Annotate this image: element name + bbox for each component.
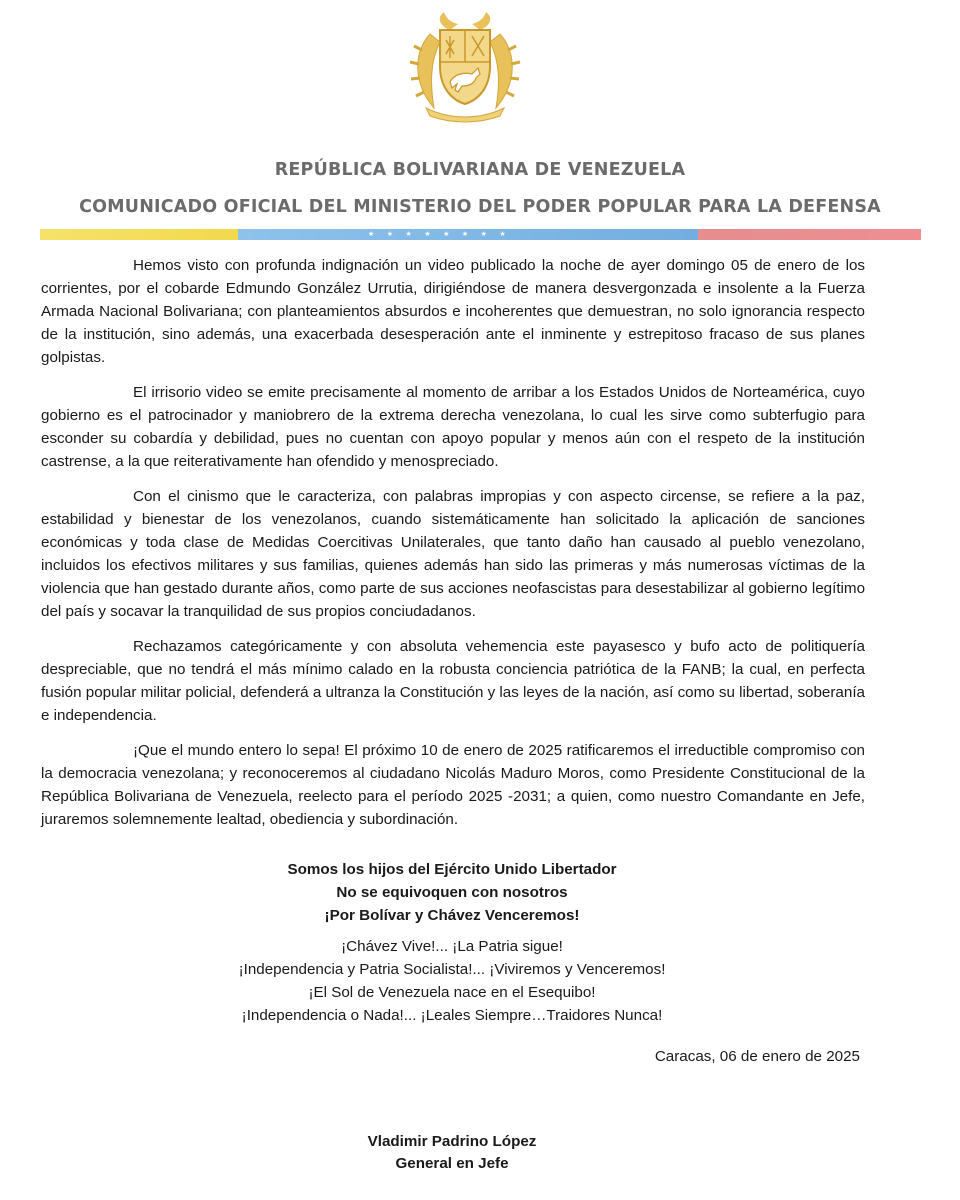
motto-line-3: ¡Por Bolívar y Chávez Venceremos!	[324, 907, 580, 924]
slogan-line-4: ¡Independencia o Nada!... ¡Leales Siempre…Traidores Nunca!	[241, 1007, 663, 1024]
closing-motto	[0, 858, 904, 927]
signature-block	[0, 1131, 904, 1175]
motto-line-2: No se equivoquen con nosotros	[336, 884, 568, 901]
body-paragraph-3: Con el cinismo que le caracteriza, con palabras impropias y con aspecto circense, se refiere a la paz, estabilidad y bienestar de los venezolanos, cuando sistemáticamente han solicitado la aplicación de sanciones económicas y toda clase de Medidas Coercitivas Unilaterales, que tanto daño han causado al pueblo venezolano, incluidos los efectivos militares y sus familias, quienes además han sido las primeras y más numerosas víctimas de la violencia que han gestado durante años, como parte de sus acciones neofascistas para desestabilizar al gobierno legítimo del país y socavar la tranquilidad de sus propios conciudadanos.	[41, 488, 866, 620]
communique-body	[41, 254, 865, 843]
dateline: Caracas, 06 de enero de 2025	[654, 1048, 860, 1065]
flag-blue-stripe	[238, 229, 698, 240]
body-paragraph-4: Rechazamos categóricamente y con absoluta vehemencia este payasesco y bufo acto de politiquería despreciable, que no tendrá el más mínimo calado en la robusta conciencia patriótica de la FANB; la cual, en perfecta fusión popular militar policial, defenderá a ultranza la Constitución y las leyes de la nación, así como su libertad, soberanía e independencia.	[41, 638, 865, 724]
motto-line-1: Somos los hijos del Ejército Unido Libertador	[287, 861, 617, 878]
country-heading: REPÚBLICA BOLIVARIANA DE VENEZUELA	[274, 160, 686, 180]
flag-red-stripe	[698, 229, 921, 240]
slogan-line-1: ¡Chávez Vive!... ¡La Patria sigue!	[341, 938, 563, 955]
communique-title: COMUNICADO OFICIAL DEL MINISTERIO DEL PODER POPULAR PARA LA DEFENSA	[79, 197, 881, 217]
body-paragraph-1: Hemos visto con profunda indignación un video publicado la noche de ayer domingo 05 de enero de los corrientes, por el cobarde Edmundo González Urrutia, dirigiéndose de manera desvergonzada e insolente a la Fuerza Armada Nacional Bolivariana; con planteamientos absurdos e incoherentes que demuestran, no solo ignorancia respecto de la institución, sino además, una exacerbada desesperación ante el inminente y estrepitoso fracaso de sus planes golpistas.	[41, 257, 865, 366]
flag-color-bar	[40, 229, 921, 240]
slogans	[0, 935, 904, 1027]
flag-yellow-stripe	[40, 229, 238, 240]
coat-of-arms-icon	[400, 4, 530, 126]
slogan-line-2: ¡Independencia y Patria Socialista!... ¡Viviremos y Venceremos!	[238, 961, 666, 978]
stars-icon: ★★★★★★★★	[368, 231, 519, 238]
signatory-title: General en Jefe	[395, 1155, 509, 1172]
slogan-line-3: ¡El Sol de Venezuela nace en el Esequibo!	[308, 984, 596, 1001]
body-paragraph-5: ¡Que el mundo entero lo sepa! El próximo 10 de enero de 2025 ratificaremos el irreductible compromiso con la democracia venezolana; y reconoceremos al ciudadano Nicolás Maduro Moros, como Presidente Constitucional de la República Bolivariana de Venezuela, reelecto para el período 2025 -2031; a quien, como nuestro Comandante en Jefe, juraremos solemnemente lealtad, obediencia y subordinación.	[41, 742, 865, 828]
body-paragraph-2: El irrisorio video se emite precisamente al momento de arribar a los Estados Unidos de Norteamérica, cuyo gobierno es el patrocinador y maniobrero de la extrema derecha venezolana, lo cual les sirve como subterfugio para esconder su cobardía y debilidad, pues no cuentan con apoyo popular y menos aún con el respeto de la institución castrense, a la que reiterativamente han ofendido y menospreciado.	[41, 384, 865, 470]
signatory-name: Vladimir Padrino López	[367, 1133, 537, 1150]
